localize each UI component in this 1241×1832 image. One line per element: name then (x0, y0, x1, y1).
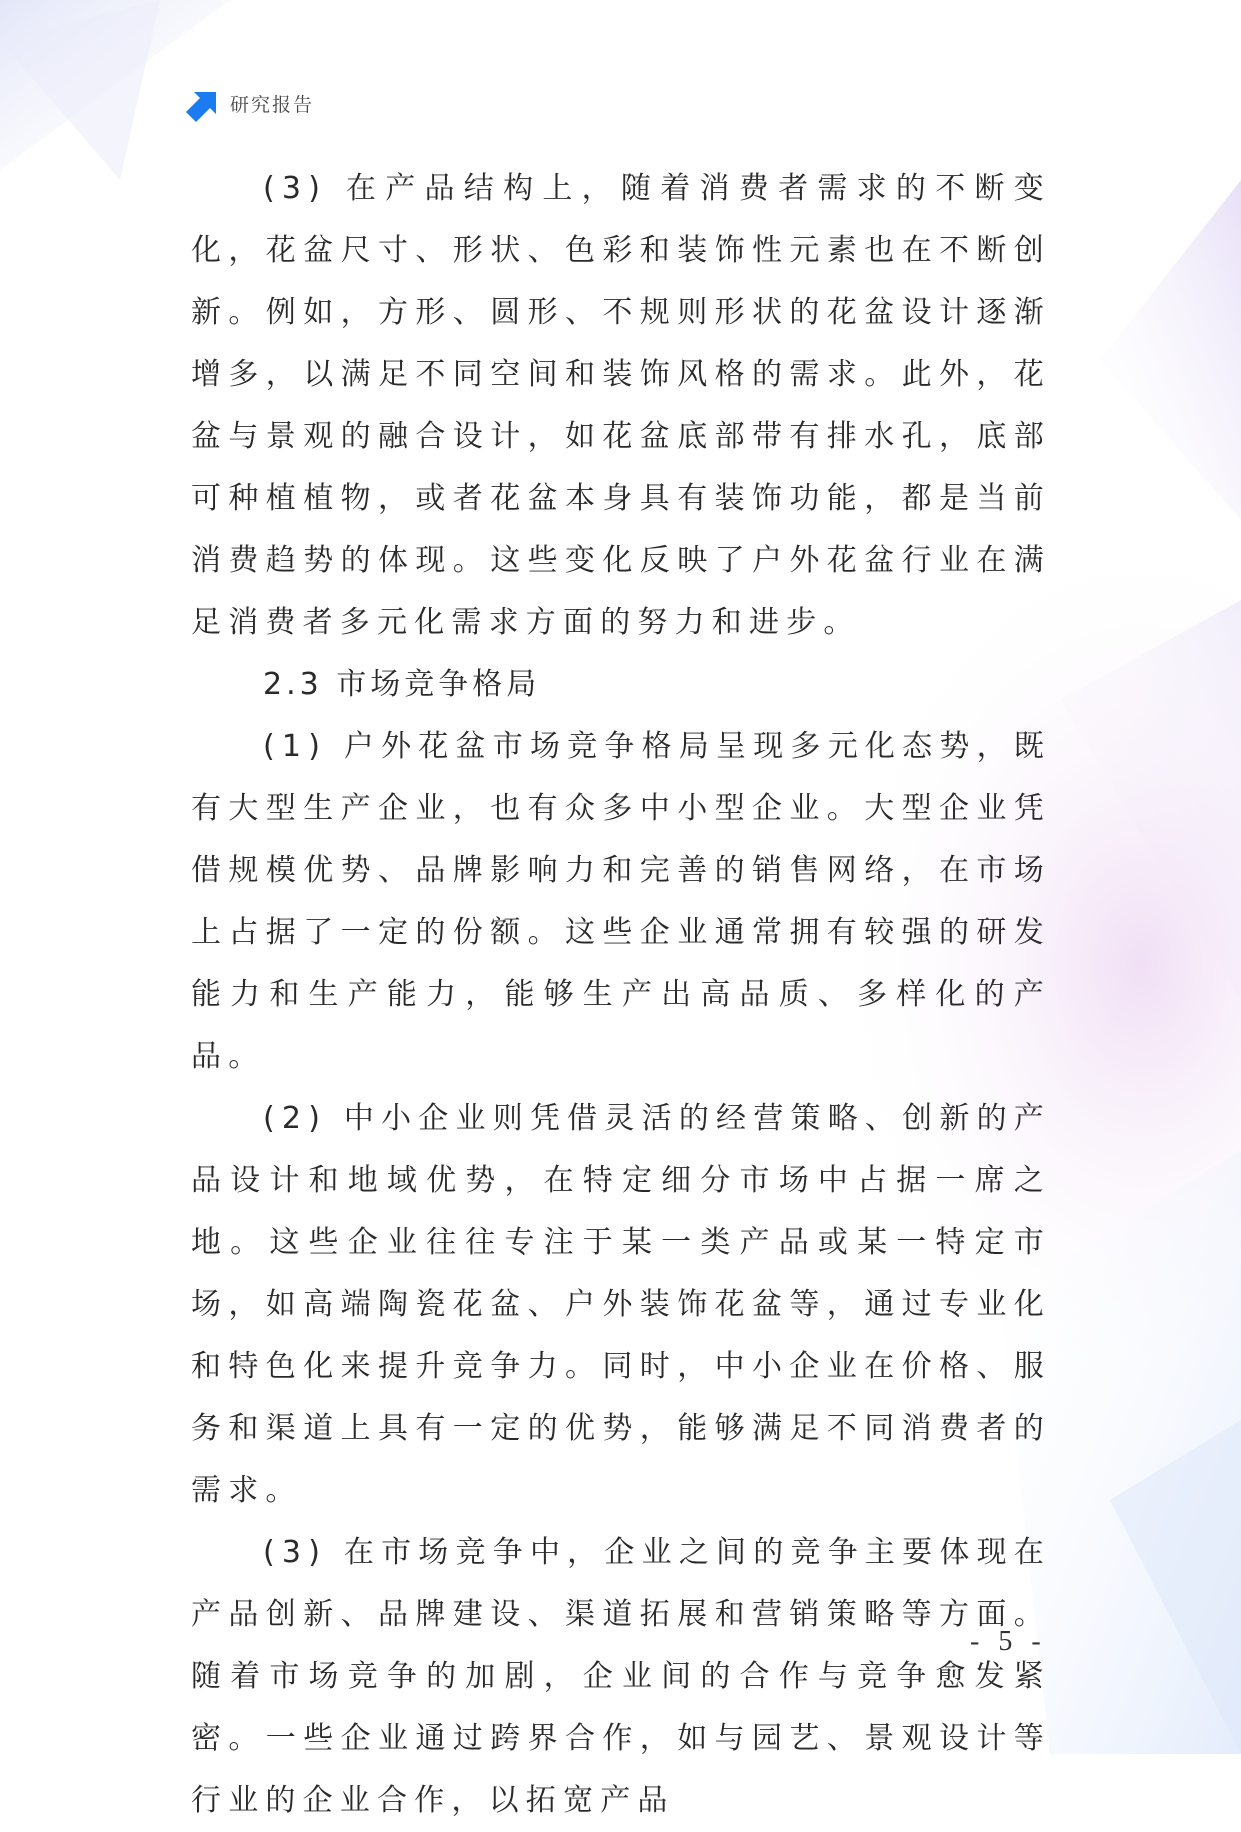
arrow-up-right-icon (186, 88, 220, 122)
paragraph-competition-2: (2) 中小企业则凭借灵活的经营策略、创新的产品设计和地域优势，在特定细分市场中占据一席之地。这些企业往往专注于某一类产品或某一特定市场，如高端陶瓷花盆、户外装饰花盆等，通过专业化和特色化来提升竞争力。同时，中小企业在价格、服务和渠道上具有一定的优势，能够满足不同消费者的需求。 (191, 1101, 1051, 1508)
report-header (186, 88, 314, 122)
section-heading: 2.3 市场竞争格局 (263, 667, 541, 702)
document-body (191, 158, 1051, 1832)
paragraph-competition-3: (3) 在市场竞争中，企业之间的竞争主要体现在产品创新、品牌建设、渠道拓展和营销策略等方面。随着市场竞争的加剧，企业间的合作与竞争愈发紧密。一些企业通过跨界合作，如与园艺、景观设计等行业的企业合作，以拓宽产品 (191, 1535, 1051, 1818)
page-number: - 5 - (970, 1626, 1047, 1657)
paragraph-product-structure: (3) 在产品结构上，随着消费者需求的不断变化，花盆尺寸、形状、色彩和装饰性元素也在不断创新。例如，方形、圆形、不规则形状的花盆设计逐渐增多，以满足不同空间和装饰风格的需求。此外，花盆与景观的融合设计，如花盆底部带有排水孔，底部可种植植物，或者花盆本身具有装饰功能，都是当前消费趋势的体现。这些变化反映了户外花盆行业在满足消费者多元化需求方面的努力和进步。 (191, 171, 1051, 640)
header-title: 研究报告 (230, 94, 315, 116)
paragraph-competition-1: (1) 户外花盆市场竞争格局呈现多元化态势，既有大型生产企业，也有众多中小型企业。大型企业凭借规模优势、品牌影响力和完善的销售网络，在市场上占据了一定的份额。这些企业通常拥有较强的研发能力和生产能力，能够生产出高品质、多样化的产品。 (191, 729, 1051, 1074)
